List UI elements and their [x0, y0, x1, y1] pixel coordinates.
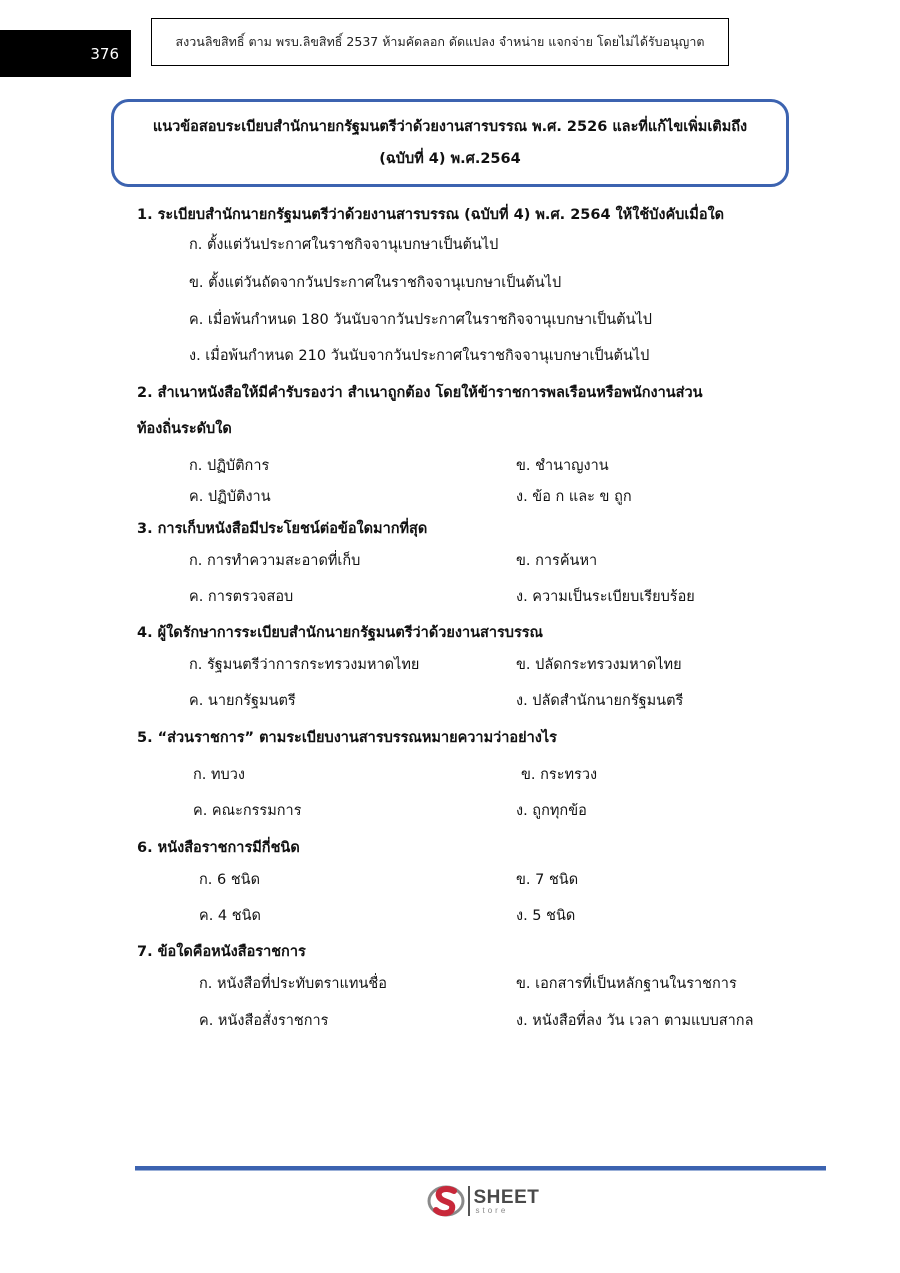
q4-option-c: ค. นายกรัฐมนตรี: [189, 693, 296, 709]
q3-option-d: ง. ความเป็นระเบียบเรียบร้อย: [516, 589, 695, 605]
q3-option-b: ข. การค้นหา: [516, 553, 598, 569]
q3-option-a: ก. การทำความสะอาดที่เก็บ: [189, 553, 361, 569]
q5-option-a: ก. ทบวง: [193, 767, 245, 783]
q5-option-d: ง. ถูกทุกข้อ: [516, 803, 587, 819]
q1-option-d: ง. เมื่อพ้นกำหนด 210 วันนับจากวันประกาศในราชกิจจานุเบกษาเป็นต้นไป: [189, 348, 650, 364]
q2-option-c: ค. ปฏิบัติงาน: [189, 489, 271, 505]
q3-option-c: ค. การตรวจสอบ: [189, 589, 294, 605]
q1-option-b: ข. ตั้งแต่วันถัดจากวันประกาศในราชกิจจานุเบกษาเป็นต้นไป: [189, 275, 562, 291]
q6-option-a: ก. 6 ชนิด: [199, 872, 261, 888]
exam-title-line-2: (ฉบับที่ 4) พ.ศ.2564: [379, 151, 521, 167]
q4-option-a: ก. รัฐมนตรีว่าการกระทรวงมหาดไทย: [189, 657, 420, 673]
q4-option-d: ง. ปลัดสำนักนายกรัฐมนตรี: [516, 693, 684, 709]
question-3: 3. การเก็บหนังสือมีประโยชน์ต่อข้อใดมากที่สุด: [137, 521, 428, 537]
question-6: 6. หนังสือราชการมีกี่ชนิด: [137, 840, 300, 856]
q2-option-d: ง. ข้อ ก และ ข ถูก: [516, 489, 632, 505]
q4-option-b: ข. ปลัดกระทรวงมหาดไทย: [516, 657, 682, 673]
copyright-notice: สงวนลิขสิทธิ์ ตาม พรบ.ลิขสิทธิ์ 2537 ห้ามคัดลอก ดัดแปลง จำหน่าย แจกจ่าย โดยไม่ได้รับอนุญาต: [151, 18, 729, 66]
q7-option-a: ก. หนังสือที่ประทับตราแทนชื่อ: [199, 976, 387, 992]
page-number: 376: [0, 30, 131, 77]
q6-option-c: ค. 4 ชนิด: [199, 908, 261, 924]
question-2-continued: ท้องถิ่นระดับใด: [137, 421, 232, 437]
q6-option-d: ง. 5 ชนิด: [516, 908, 576, 924]
logo-subtext: store: [475, 1205, 509, 1215]
question-4: 4. ผู้ใดรักษาการระเบียบสำนักนายกรัฐมนตรีว่าด้วยงานสารบรรณ: [137, 625, 544, 641]
q5-option-c: ค. คณะกรรมการ: [193, 803, 302, 819]
question-1: 1. ระเบียบสำนักนายกรัฐมนตรีว่าด้วยงานสารบรรณ (ฉบับที่ 4) พ.ศ. 2564 ให้ใช้บังคับเมื่อใด: [137, 207, 725, 223]
exam-title-line-1: แนวข้อสอบระเบียบสำนักนายกรัฐมนตรีว่าด้วยงานสารบรรณ พ.ศ. 2526 และที่แก้ไขเพิ่มเติมถึง: [152, 119, 748, 135]
q2-option-b: ข. ชำนาญงาน: [516, 458, 609, 474]
q7-option-c: ค. หนังสือสั่งราชการ: [199, 1013, 329, 1029]
q2-option-a: ก. ปฏิบัติการ: [189, 458, 270, 474]
logo-separator: [468, 1186, 470, 1216]
question-7: 7. ข้อใดคือหนังสือราชการ: [137, 944, 306, 960]
sheet-store-logo-icon: [427, 1183, 465, 1219]
q1-option-a: ก. ตั้งแต่วันประกาศในราชกิจจานุเบกษาเป็นต้นไป: [189, 237, 499, 253]
question-2: 2. สำเนาหนังสือให้มีคำรับรองว่า สำเนาถูกต้อง โดยให้ข้าราชการพลเรือนหรือพนักงานส่วน: [137, 385, 703, 401]
q7-option-d: ง. หนังสือที่ลง วัน เวลา ตามแบบสากล: [516, 1013, 754, 1029]
question-5: 5. “ส่วนราชการ” ตามระเบียบงานสารบรรณหมายความว่าอย่างไร: [137, 730, 557, 746]
exam-title-box: [111, 99, 789, 187]
q5-option-b: ข. กระทรวง: [521, 767, 598, 783]
sheet-store-logo: [427, 1183, 539, 1219]
logo-wordmark: SHEET: [473, 1186, 540, 1208]
footer-divider: [135, 1166, 826, 1171]
q6-option-b: ข. 7 ชนิด: [516, 872, 579, 888]
q1-option-c: ค. เมื่อพ้นกำหนด 180 วันนับจากวันประกาศในราชกิจจานุเบกษาเป็นต้นไป: [189, 312, 652, 328]
q7-option-b: ข. เอกสารที่เป็นหลักฐานในราชการ: [516, 976, 737, 992]
